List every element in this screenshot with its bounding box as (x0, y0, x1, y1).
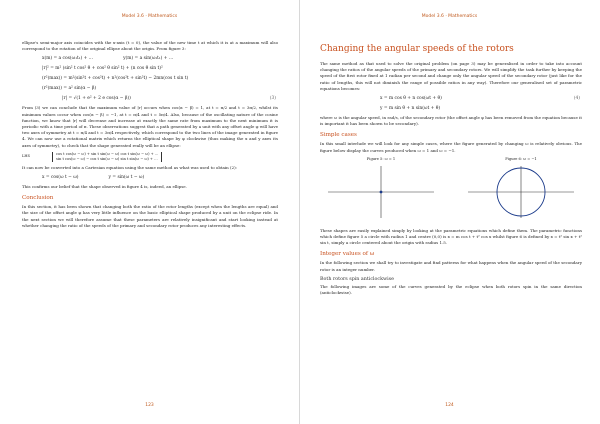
section-title: Changing the angular speeds of the rotors (320, 44, 514, 54)
equation-text: |r|² = m² (sin² t cos² θ + cos² θ sin² t) + (n cos θ sin t)² (42, 66, 163, 72)
right-page-content (320, 40, 582, 299)
curve-point (380, 190, 383, 193)
paragraph: It can now be converted into a Cartesian equation using the same method as what was used to obtain (2): (22, 164, 238, 170)
left-page-content (22, 40, 278, 232)
figure-row (320, 157, 582, 226)
page-number-left: 123 (145, 403, 154, 408)
equation (22, 55, 278, 63)
equation (22, 75, 278, 83)
figure-5-plot (320, 162, 442, 222)
figure-caption: Figure 6: ω = −1 (505, 156, 537, 161)
equation-number: (4) (573, 96, 580, 102)
equation-text: y(m) = a sin(ω₁t₁) + … (123, 56, 174, 62)
paragraph: These shapes are easily explained simply by looking at the parametric equations which define them. The parametric functions which define figure 5 a circle with radius 1 and centre (0,0) is x = m cos t + t² cos x whilst figure 6 is defined by x = t² sin x + t² sin t, simply a circle centered about the origin with radius 1.5. (320, 227, 582, 246)
equation-number: (3) (269, 96, 276, 102)
running-header-right: Model 3.6 · Mathematics (421, 14, 478, 19)
equation-text: (r²(max)) = m²(sin²t + cos²t) + n²(cos²t + sin²t) − 2mn(cos t sin t) (42, 76, 189, 82)
equation-text: x(m) = a cos(ω₁t₁) + … (42, 56, 94, 62)
running-header-left: Model 3.6 · Mathematics (121, 14, 178, 19)
subsection-heading-integer-values: Integer values of ω (320, 251, 375, 258)
equation-numbered (22, 95, 278, 103)
figure-5 (320, 157, 442, 226)
equation-text: x = m cos θ + n cos(ωt + θ) (380, 96, 442, 102)
subsubsection-heading-anticlockwise: Both rotors spin anticlockwise (320, 276, 394, 282)
equation (22, 174, 278, 182)
page-number-right: 124 (445, 403, 454, 408)
paragraph: This confirms our belief that the shape observed in figure 4 is, indeed, an ellipse. (22, 184, 187, 190)
paragraph: In the following section we shall try to investigate and find patterns for what happens when the angular speed of the secondary rotor is an integer number. (320, 260, 582, 272)
equation-text: y = sin(ω t − ω) (108, 175, 145, 181)
paragraph: The same method as that used to solve the original problem (on page 3) may be generalised in order to take into account changing the ratios of the angular speeds of the primary and secondary rotors. We will simplify the task further by keeping the speed of the first rotor fixed at 1 radian per second and change only the angular speed of the secondary rotor (just like for the ratio of lengths, this will not diminish the range of possible ratios in any way). Therefore our generalised set of parametric equations becomes: (320, 61, 582, 91)
left-page (0, 0, 299, 424)
matrix-label: LHS (22, 154, 30, 159)
matrix-row: sin t cos(ω − ω) − cos t sin(ω − ω) sin t sin(ω − ω) + … (56, 156, 158, 161)
paragraph: where ω is the angular speed, in rad/s, of the secondary rotor (the offset angle φ has been removed from the equation because it is important it has been shown to be secondary). (320, 115, 582, 127)
equation (320, 105, 582, 113)
equation-text: |r| = √(1 + e² + 2 e cos(α − β)) (62, 96, 131, 102)
right-page (300, 0, 599, 424)
equation-text: (r²(max)) = a² sin(α − β) (42, 86, 97, 92)
matrix-body (52, 152, 162, 162)
paragraph: The following images are some of the curves generated by the eclipse when both rotors spin in the same direction (anticlockwise). (320, 283, 582, 296)
paragraph: In this section, it has been shown that changing both the ratio of the rotor lengths (except when the lengths are equal) and the size of the offset angle φ has very little influence on the basic elliptical shape produced by a unit on the eclipse ride. In the next section we will therefore assume that these parameters are relatively insignificant and start looking instead at whether changing the ratio of the speeds of the primary and secondary rotor produces any interesting effects. (22, 204, 278, 228)
equation (22, 65, 278, 73)
equation (22, 85, 278, 93)
rotation-matrix (22, 152, 278, 162)
paragraph: From (3) we can conclude that the maximum value of |r| occurs when cos(α − β) = 1, at t = π/2 and t = 3π/2, whilst its minimum values occur when cos(α − β) = −1, at t = π/4 and t = 5π/4. Also, because of the oscillating nature of the cosine function, we know that |r| will decrease and increase at exactly the same rate from maximum to the next minimum it is periodic with a time period of π. These observations suggest that a path generated by a unit with any offset angle φ will have two axes of symmetry at t = π/4 and t = 3π/4 respectively, which correspond to the two lines of the image generated in figure 4. We can now use a rotational matrix which returns the elliptical shape by φ clockwise (thus making the x and y axes its axes of symmetry), to check that the shape generated really will be an ellipse: (22, 105, 278, 148)
equation-text: y = m sin θ + n sin(ωt + θ) (380, 106, 441, 112)
subsection-heading-simple-cases: Simple cases (320, 132, 357, 139)
figure-caption: Figure 5: ω = 1 (366, 156, 396, 161)
paragraph: In this small interlude we will look for any simple cases, where the figure generated by changing ω is relatively obvious. The figure below display the curves produced when ω = 1 and ω = −1. (320, 141, 582, 153)
section-heading-conclusion: Conclusion (22, 195, 54, 202)
figure-6 (460, 157, 582, 226)
figure-6-plot (460, 162, 582, 222)
equation-text: x = cos(ω t − ω) (42, 175, 79, 181)
matrix-row: cos t cos(ω − ω) + sin t sin(ω − ω) cos t sin(ω − ω) + … (56, 151, 159, 156)
paragraph: ellipse's semi-major axis coincides with the x-axis (t = 0), the value of the new time t at which it is at a maximum will also correspond to the rotation of the original ellipse about the origin. From figure 3: (22, 40, 278, 52)
equation-numbered (320, 95, 582, 103)
